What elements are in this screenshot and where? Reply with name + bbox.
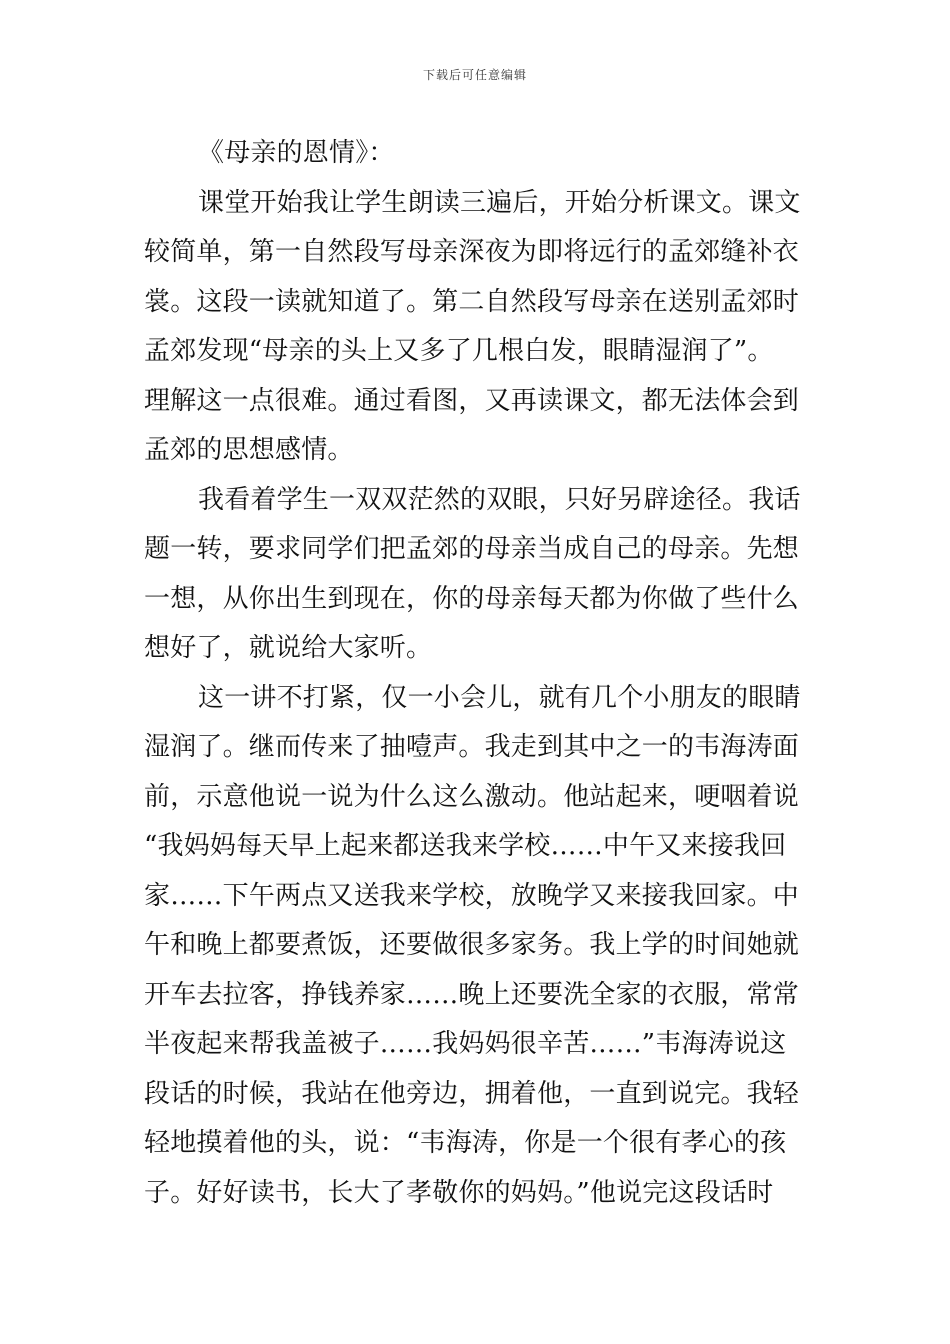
text-line: 裳。这段一读就知道了。第二自然段写母亲在送别孟郊时 <box>144 286 800 317</box>
text-line: 一想，从你出生到现在，你的母亲每天都为你做了些什么 <box>144 583 800 614</box>
text-line: 题一转，要求同学们把孟郊的母亲当成自己的母亲。先想 <box>144 534 800 564</box>
text-line: 湿润了。继而传来了抽噎声。我走到其中之一的韦海涛面 <box>144 732 800 762</box>
text-line: 课堂开始我让学生朗读三遍后，开始分析课文。课文 <box>198 187 801 218</box>
text-line: 开车去拉客，挣钱养家……晚上还要洗全家的衣服，常常 <box>144 979 800 1010</box>
text-line: 我看着学生一双双茫然的双眼，只好另辟途径。我话 <box>198 484 801 515</box>
document-body <box>144 129 808 1218</box>
text-line: “我妈妈每天早上起来都送我来学校……中午又来接我回 <box>144 831 787 861</box>
text-line: 这一讲不打紧，仅一小会儿，就有几个小朋友的眼睛 <box>198 682 801 713</box>
text-line: 家……下午两点又送我来学校，放晚学又来接我回家。中 <box>144 880 800 911</box>
text-line: 半夜起来帮我盖被子……我妈妈很辛苦……”韦海涛说这 <box>144 1029 787 1059</box>
document-title: 《母亲的恩情》： <box>198 138 395 168</box>
text-line: 前，示意他说一说为什么这么激动。他站起来，哽咽着说 <box>144 781 800 812</box>
text-line: 较简单，第一自然段写母亲深夜为即将远行的孟郊缝补衣 <box>144 237 800 267</box>
text-line: 轻地摸着他的头，说：“韦海涛，你是一个很有孝心的孩 <box>144 1128 787 1158</box>
paragraph-1 <box>144 179 808 476</box>
paragraph-3 <box>144 674 808 1219</box>
text-line: 午和晚上都要煮饭，还要做很多家务。我上学的时间她就 <box>144 930 800 960</box>
text-line: 孟郊发现“母亲的头上又多了几根白发，眼睛湿润了”。 <box>144 336 774 366</box>
paragraph-2 <box>144 476 808 674</box>
text-line: 孟郊的思想感情。 <box>144 435 354 465</box>
text-line: 子。好好读书，长大了孝敬你的妈妈。”他说完这段话时 <box>144 1177 774 1208</box>
header-note: 下载后可任意编辑 <box>422 68 527 82</box>
text-line: 段话的时候，我站在他旁边，拥着他，一直到说完。我轻 <box>144 1078 800 1109</box>
text-line: 想好了，就说给大家听。 <box>144 633 433 663</box>
text-line: 理解这一点很难。通过看图，又再读课文，都无法体会到 <box>144 385 800 416</box>
